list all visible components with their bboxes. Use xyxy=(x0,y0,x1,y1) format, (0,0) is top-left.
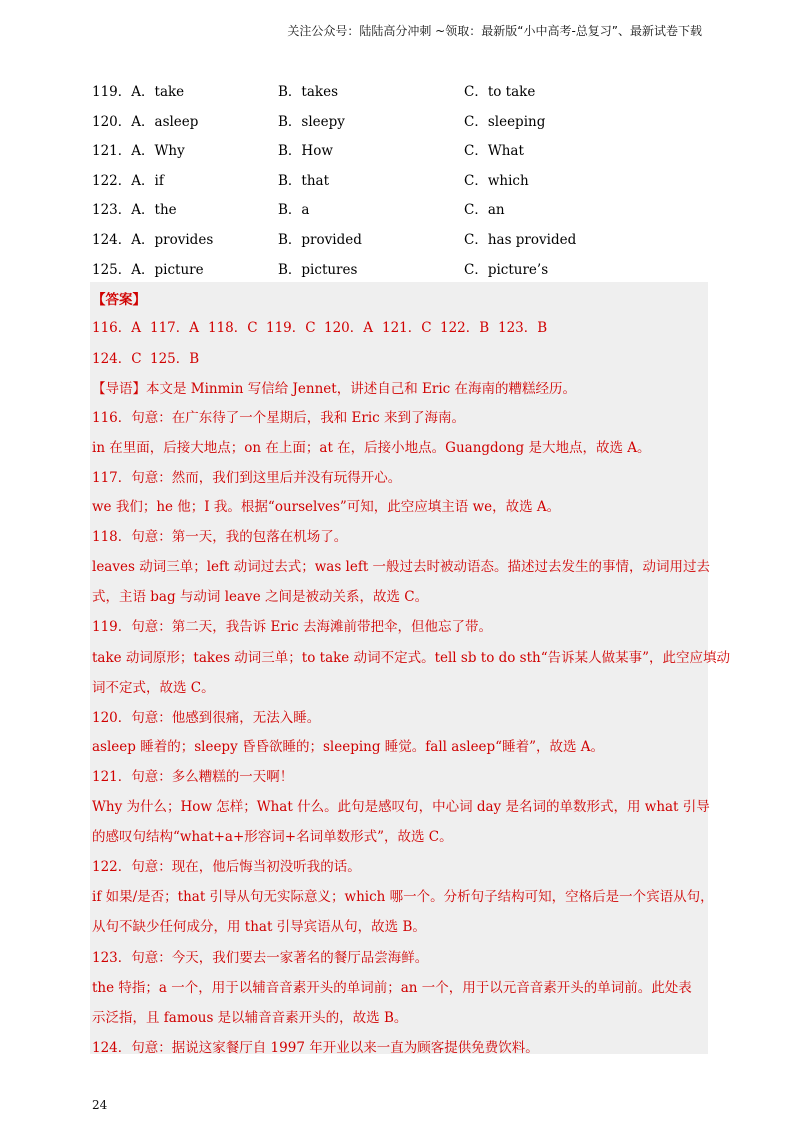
option-c: C．an xyxy=(464,202,505,219)
explanation-line: 从句不缺少任何成分，用 that 引导宾语从句，故选 B。 xyxy=(92,919,426,935)
option-a: 121．A．Why xyxy=(92,143,185,160)
page-number: 24 xyxy=(92,1098,108,1112)
explanation-line: 式，主语 bag 与动词 leave 之间是被动关系，故选 C。 xyxy=(92,589,429,605)
answer-item: 119．C xyxy=(266,320,316,336)
explanation-line: 121．句意：多么糟糕的一天啊！ xyxy=(92,769,294,785)
option-a: 125．A．picture xyxy=(92,261,204,278)
explanation-line: 119．句意：第二天，我告诉 Eric 去海滩前带把伞，但他忘了带。 xyxy=(92,619,493,635)
explanation-line: Why 为什么；How 怎样；What 什么。此句是感叹句，中心词 day 是名词的单数形式，用 what 引导 xyxy=(92,799,710,815)
explanation-line: if 如果/是否；that 引导从句无实际意义；which 哪一个。分析句子结构可知，空格后是一个宾语从句， xyxy=(92,889,714,905)
option-c: C．which xyxy=(464,172,529,189)
option-b: B．provided xyxy=(278,231,362,248)
option-c: C．has provided xyxy=(464,231,577,248)
explanation-line: 122．句意：现在，他后悔当初没听我的话。 xyxy=(92,859,361,875)
answers-row-1 xyxy=(92,316,712,336)
option-b: B．that xyxy=(278,172,330,189)
answer-label: 【答案】 xyxy=(92,292,146,308)
explanation-line: leaves 动词三单；left 动词过去式；was left 一般过去时被动语态。描述过去发生的事情，动词用过去 xyxy=(92,559,711,575)
explanation-line: we 我们；he 他；I 我。根据“ourselves”可知，此空应填主语 we，故选 A。 xyxy=(92,499,561,515)
option-row-122 xyxy=(92,165,712,195)
answer-item: 122．B xyxy=(440,320,490,336)
option-c: C．What xyxy=(464,143,524,160)
option-b: B．a xyxy=(278,202,310,219)
option-row-123 xyxy=(92,194,712,224)
option-row-120 xyxy=(92,106,712,136)
option-row-124 xyxy=(92,224,712,254)
option-a: 123．A．the xyxy=(92,202,177,219)
explanation-line: take 动词原形；takes 动词三单；to take 动词不定式。tell sb to do sth“告诉某人做某事”，此空应填动 xyxy=(92,650,731,666)
explanation-line: 123．句意：今天，我们要去一家著名的餐厅品尝海鲜。 xyxy=(92,950,429,966)
option-a: 119．A．take xyxy=(92,84,185,100)
explanation-line: in 在里面，后接大地点；on 在上面；at 在，后接小地点。Guangdong 是大地点，故选 A。 xyxy=(92,440,651,456)
explanation-line: 124．句意：据说这家餐厅自 1997 年开业以来一直为顾客提供免费饮料。 xyxy=(92,1040,539,1056)
explanation-line: 词不定式，故选 C。 xyxy=(92,680,215,696)
explanation-line: 120．句意：他感到很痛，无法入睡。 xyxy=(92,710,321,726)
option-b: B．sleepy xyxy=(278,113,345,130)
option-b: B．takes xyxy=(278,84,338,100)
option-c: C．to take xyxy=(464,84,536,100)
intro-text: 【导语】本文是 Minmin 写信给 Jennet，讲述自己和 Eric 在海南的糟糕经历。 xyxy=(92,381,576,397)
option-c: C．picture’s xyxy=(464,261,549,278)
options-list xyxy=(92,76,712,283)
option-b: B．How xyxy=(278,143,333,160)
answers-row-2 xyxy=(92,347,712,367)
answer-item: 123．B xyxy=(498,320,548,336)
answer-item: 121．C xyxy=(382,320,432,336)
answer-item: 117．A xyxy=(150,320,200,336)
page-header: 关注公众号：陆陆高分冲刺 ~领取：最新版“小中高考-总复习”、最新试卷下载 xyxy=(287,24,702,38)
explanation-line: asleep 睡着的；sleepy 昏昏欲睡的；sleeping 睡觉。fall asleep“睡着”，故选 A。 xyxy=(92,739,605,755)
explanation-line: 117．句意：然而，我们到这里后并没有玩得开心。 xyxy=(92,470,402,486)
explanation-line: 示泛指，且 famous 是以辅音音素开头的，故选 B。 xyxy=(92,1010,408,1026)
option-a: 124．A．provides xyxy=(92,231,214,248)
answer-item: 118．C xyxy=(208,320,258,336)
option-row-121 xyxy=(92,135,712,165)
option-row-125 xyxy=(92,254,712,284)
option-b: B．pictures xyxy=(278,261,358,278)
answer-item: 124．C xyxy=(92,351,142,367)
option-a: 122．A．if xyxy=(92,172,164,189)
option-a: 120．A．asleep xyxy=(92,113,199,130)
option-row-119 xyxy=(92,76,712,106)
explanation-line: 118．句意：第一天，我的包落在机场了。 xyxy=(92,529,348,545)
answer-section-background xyxy=(90,282,711,1054)
answer-item: 120．A xyxy=(324,320,374,336)
answer-item: 116．A xyxy=(92,320,142,336)
answer-item: 125．B xyxy=(150,351,200,367)
explanation-line: the 特指；a 一个，用于以辅音音素开头的单词前；an 一个，用于以元音音素开头的单词前。此处表 xyxy=(92,980,692,996)
option-c: C．sleeping xyxy=(464,113,546,130)
explanation-line: 的感叹句结构“what+a+形容词+名词单数形式”，故选 C。 xyxy=(92,829,453,845)
explanation-line: 116．句意：在广东待了一个星期后，我和 Eric 来到了海南。 xyxy=(92,410,466,426)
